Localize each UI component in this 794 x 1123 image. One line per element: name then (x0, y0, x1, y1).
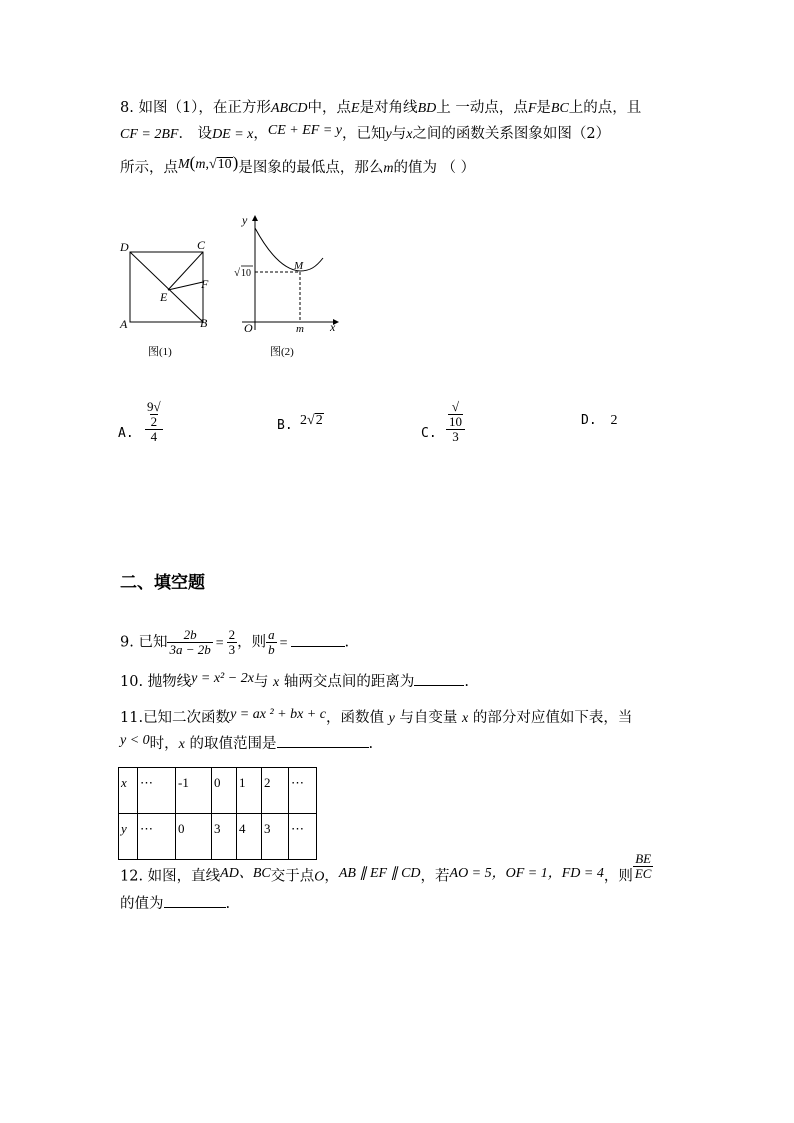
q11-answer-blank[interactable] (277, 733, 369, 748)
label-b: B (200, 316, 208, 330)
table-cell: 3 (212, 814, 237, 860)
figure-2-graph (228, 212, 348, 362)
q9: 9. 已知 $\frac{2b}{3a - 2b}$ = $\frac{2}{3}$ ，则 $\frac{a}{b}$ = . (120, 627, 350, 657)
option-d-label: D. (581, 413, 597, 428)
label-y: y (242, 213, 248, 227)
label-f: F (201, 277, 209, 291)
table-cell: y (119, 814, 138, 860)
segment-ef (168, 282, 203, 290)
table-cell: ⋯ (289, 814, 317, 860)
q12-answer-blank[interactable] (164, 893, 226, 908)
table-cell: ⋯ (138, 768, 176, 814)
option-a-label: A. (118, 426, 134, 441)
segment-ce (168, 252, 203, 290)
label-x: x (330, 320, 336, 334)
figure-1-caption: 图(1) (148, 346, 172, 358)
section-heading: 二、填空题 (120, 573, 205, 593)
table-cell: -1 (176, 768, 212, 814)
option-b-label: B. (277, 418, 293, 433)
q12-line1: 12. 如图，直线AD、BC交于点O，AB ∥ EF ∥ CD，若AO = 5，OF = 1，FD = 4，则 $\frac{BE}{EC}$ (120, 851, 652, 885)
figure-1-square (115, 232, 225, 382)
option-c-label: C. (421, 426, 437, 441)
label-o: O (244, 321, 253, 335)
table-cell: 4 (237, 814, 262, 860)
label-point-m: M (294, 260, 304, 272)
label-c: C (197, 238, 206, 252)
table-cell: x (119, 768, 138, 814)
svg-text:√: √ (234, 267, 241, 279)
table-cell: ⋯ (138, 814, 176, 860)
q8-line3: 所示，点M(m,√10)是图象的最低点，那么m的值为 （ ） (120, 153, 476, 176)
q10-answer-blank[interactable] (414, 671, 464, 686)
figure-2-caption: 图(2) (270, 346, 294, 358)
label-a: A (120, 317, 128, 331)
q8-line1: 8. 如图（1），在正方形ABCD中，点E是对角线BD上 一动点，点F是BC上的点，且 (120, 100, 642, 116)
table-cell: 0 (212, 768, 237, 814)
label-sqrt10: 10 (241, 268, 251, 279)
label-d: D (120, 240, 129, 254)
table-row (119, 814, 317, 860)
function-curve (255, 228, 323, 271)
q11-line2: y < 0时，x 的取值范围是 . (120, 733, 374, 752)
q10: 10. 抛物线y = x² − 2x与 x 轴两交点间的距离为 . (120, 671, 469, 690)
table-row (119, 768, 317, 814)
table-cell: ⋯ (289, 768, 317, 814)
q9-answer-blank[interactable] (291, 632, 345, 647)
option-d: D. 2 (581, 413, 618, 428)
table-cell: 2 (262, 768, 289, 814)
table-cell: 0 (176, 814, 212, 860)
label-e: E (160, 290, 168, 304)
table-cell: 3 (262, 814, 289, 860)
label-m-axis: m (296, 323, 304, 335)
diagonal-bd (130, 252, 203, 322)
q11-line1: 11.已知二次函数y = ax ² + bx + c，函数值 y 与自变量 x 的部分对应值如下表，当 (120, 707, 633, 726)
q8-line2: CF = 2BF． 设DE = x，CE + EF = y，已知y与x之间的函数关系图象如图（2） (120, 123, 611, 142)
table-cell: 1 (237, 768, 262, 814)
q12-line2: 的值为 . (120, 893, 230, 914)
q8-number: 8. (120, 100, 134, 116)
value-table (118, 767, 317, 860)
